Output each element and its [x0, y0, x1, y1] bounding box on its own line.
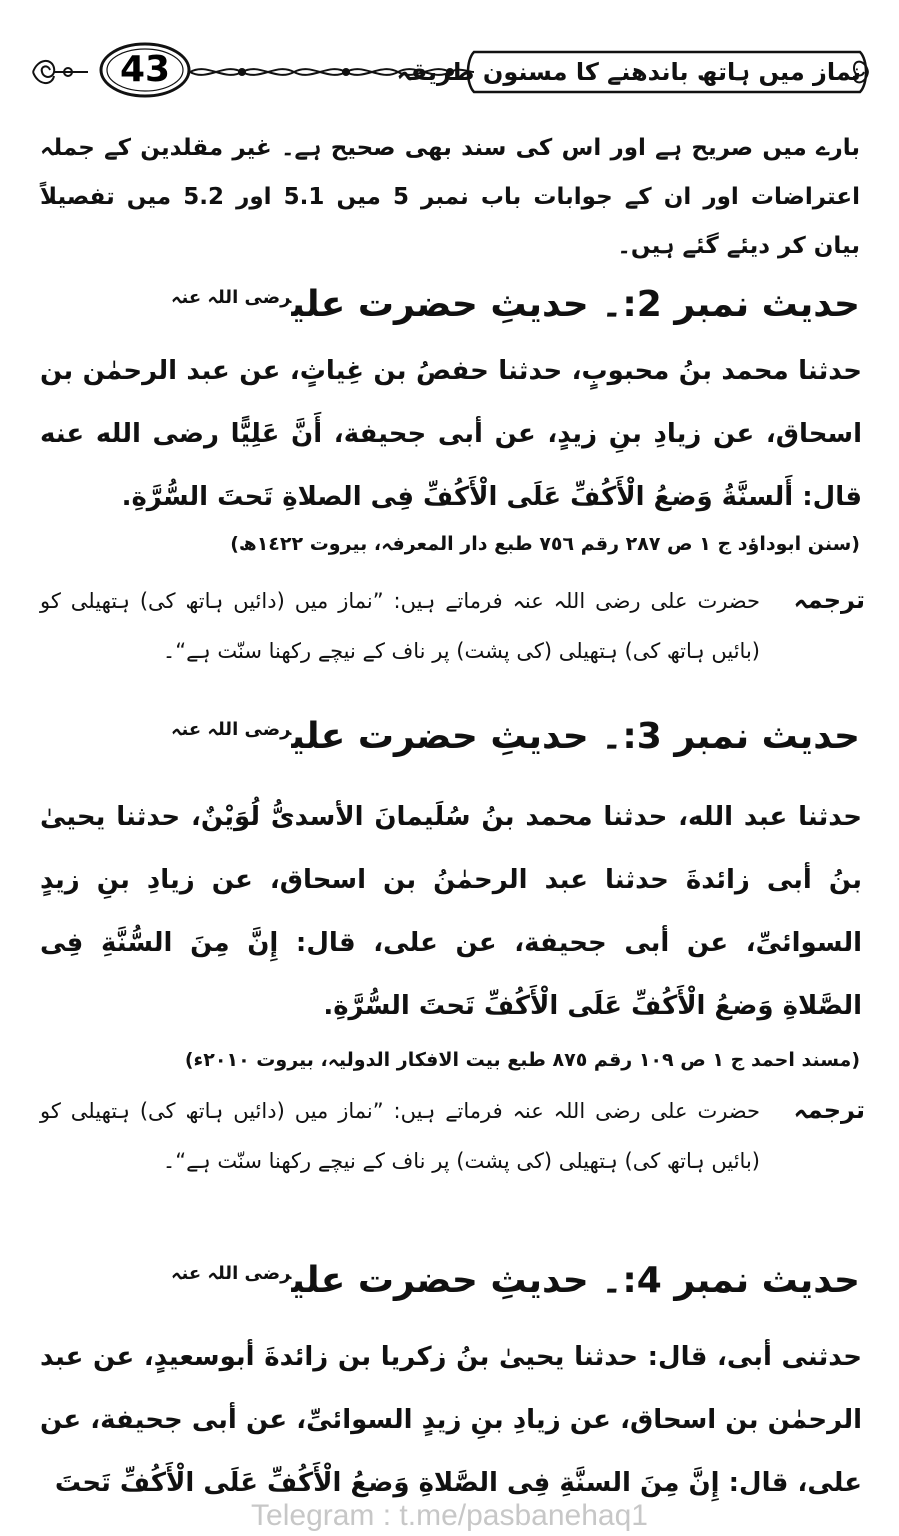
honorific: رضی اللہ عنہ — [170, 719, 292, 740]
page-number: 43 — [119, 49, 171, 90]
heading-text: حدیث نمبر 3:۔ حدیثِ حضرت علی — [291, 716, 860, 757]
translation-label: ترجمہ — [793, 1096, 865, 1124]
reference-citation: (مسند احمد ج ١ ص ١٠٩ رقم ٨٧٥ طبع بیت الافکار الدولیہ، بیروت ٢٠١٠ء) — [184, 1049, 860, 1071]
intro-paragraph: بارے میں صریح ہے اور اس کی سند بھی صحیح ہے۔ غیر مقلدین کے جملہ اعتراضات اور ان کے جوابات باب نمبر 5 میں 5.1 اور 5.2 میں تفصیلاً بیان کر دیئے گئے ہیں۔ — [40, 135, 861, 259]
heading-text: حدیث نمبر 2:۔ حدیثِ حضرت علی — [291, 284, 860, 325]
arabic-hadith-text: حدثنى أبى، قال: حدثنا يحيىٰ بنُ زكريا بن زائدةَ أبوسعيدٍ، عن عبد الرحمٰن بن اسحاق، عن زيادِ بنِ زيدٍ السوائىِّ، عن أبى جحيفة، عن على، قال: إِنَّ مِنَ السنَّةِ فِى الصَّلاةِ وَضعُ الْأَكُفِّ عَلَى الْأَكُفِّ تَحتَ — [40, 1342, 862, 1498]
running-title: نماز میں ہاتھ باندھنے کا مسنون طریقہ — [396, 58, 861, 86]
translation-text: حضرت علی رضی اللہ عنہ فرماتے ہیں: ”نماز میں (دائیں ہاتھ کی) ہتھیلی کو (بائیں ہاتھ کی) ہتھیلی (کی پشت) پر ناف کے نیچے رکھنا سنّت ہے“۔ — [40, 1099, 760, 1173]
honorific: رضی اللہ عنہ — [170, 287, 292, 308]
telegram-watermark: Telegram : t.me/pasbanehaq1 — [251, 1499, 648, 1532]
page-header — [28, 40, 873, 104]
reference-citation: (سنن ابوداؤد ج ١ ص ٢٨٧ رقم ٧٥٦ طبع دار المعرفہ، بیروت ١٤٢٢ھ) — [230, 533, 860, 555]
translation-text: حضرت علی رضی اللہ عنہ فرماتے ہیں: ”نماز میں (دائیں ہاتھ کی) ہتھیلی کو (بائیں ہاتھ کی) ہتھیلی (کی پشت) پر ناف کے نیچے رکھنا سنّت ہے“۔ — [40, 589, 760, 663]
translation-label: ترجمہ — [793, 586, 865, 614]
heading-text: حدیث نمبر 4:۔ حدیثِ حضرت علی — [291, 1260, 860, 1301]
section-heading — [40, 1242, 860, 1313]
honorific: رضی اللہ عنہ — [170, 1263, 292, 1284]
section-heading — [40, 698, 860, 769]
arabic-hadith-text: حدثنا محمد بنُ محبوبٍ، حدثنا حفصُ بن غِياثٍ، عن عبد الرحمٰن بن اسحاق، عن زيادِ بنِ زيدٍ، عن أبى جحيفة، أَنَّ عَلِيًّا رضى الله عنه قال: أَلسنَّةُ وَضعُ الْأَكُفِّ عَلَى الْأَكُفِّ فِى الصلاةِ تَحتَ السُّرَّةِ. — [40, 356, 862, 512]
section-heading — [40, 266, 860, 337]
arabic-hadith-text: حدثنا عبد الله، حدثنا محمد بنُ سُلَيمانَ الأسدىُّ لُوَيْنٌ، حدثنا يحيىٰ بنُ أبى زائدةَ حدثنا عبد الرحمٰنُ بن اسحاق، عن زيادِ بنِ زيدٍ السوائىِّ، عن أبى جحيفة، عن على، قال: إِنَّ مِنَ السُّنَّةِ فِى الصَّلاةِ وَضعُ الْأَكُفِّ عَلَى الْأَكُفِّ تَحتَ السُّرَّةِ. — [40, 802, 862, 1021]
